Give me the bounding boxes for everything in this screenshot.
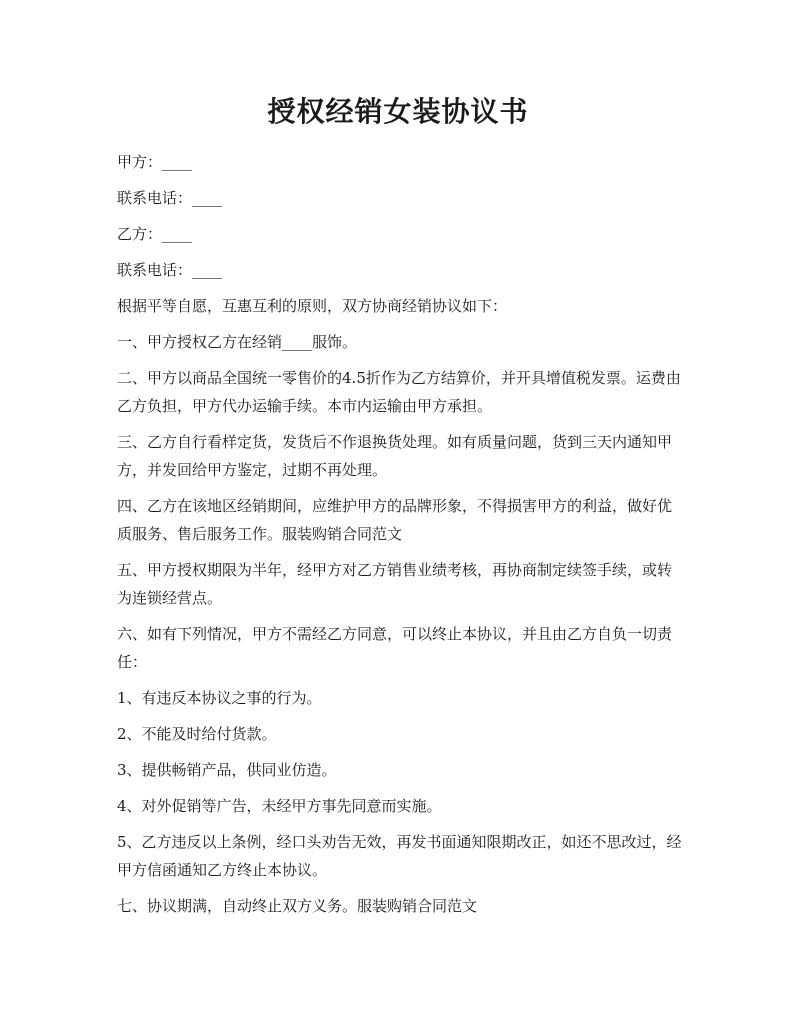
clause-1: 一、甲方授权乙方在经销____服饰。 [117, 333, 358, 351]
clause-4: 四、乙方在该地区经销期间，应维护甲方的品牌形象，不得损害甲方的利益，做好优质服务、售后服务工作。服装购销合同范文 [117, 497, 673, 543]
party-a-line: 甲方：____ [117, 153, 193, 171]
clause-5: 五、甲方授权期限为半年，经甲方对乙方销售业绩考核，再协商制定续签手续，或转为连锁经营点。 [117, 561, 673, 607]
sub-item-2: 2、不能及时给付货款。 [117, 725, 277, 743]
sub-item-4: 4、对外促销等广告，未经甲方事先同意而实施。 [117, 797, 442, 815]
document-title: 授权经销女装协议书 [267, 95, 529, 128]
document-body [117, 148, 683, 928]
clause-7: 七、协议期满，自动终止双方义务。服装购销合同范文 [117, 897, 478, 915]
preamble-paragraph: 根据平等自愿，互惠互利的原则，双方协商经销协议如下： [117, 297, 508, 315]
clause-2: 二、甲方以商品全国统一零售价的4.5折作为乙方结算价，并开具增值税发票。运费由乙方负担，甲方代办运输手续。本市内运输由甲方承担。 [117, 369, 681, 415]
sub-item-5: 5、乙方违反以上条例，经口头劝告无效，再发书面通知限期改正，如还不思改过，经甲方信函通知乙方终止本协议。 [117, 833, 682, 879]
party-a-phone-line: 联系电话：____ [117, 189, 223, 207]
sub-item-3: 3、提供畅销产品，供同业仿造。 [117, 761, 337, 779]
party-b-phone-line: 联系电话：____ [117, 261, 223, 279]
sub-item-1: 1、有违反本协议之事的行为。 [117, 689, 322, 707]
party-b-line: 乙方：____ [117, 225, 193, 243]
clause-6: 六、如有下列情况，甲方不需经乙方同意，可以终止本协议，并且由乙方自负一切责任： [117, 625, 673, 671]
clause-3: 三、乙方自行看样定货，发货后不作退换货处理。如有质量问题，货到三天内通知甲方，并发回给甲方鉴定，过期不再处理。 [117, 433, 673, 479]
